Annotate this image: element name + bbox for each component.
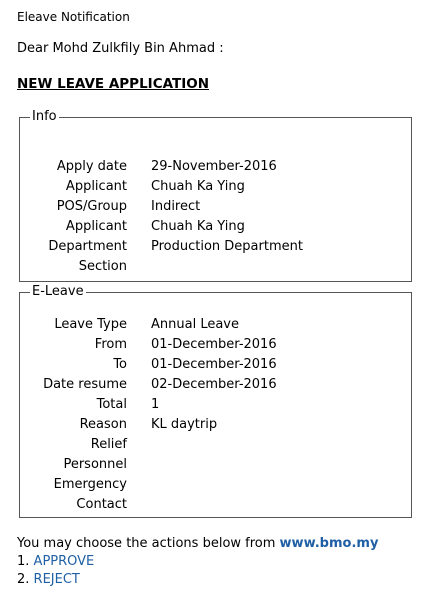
row-label: Date resume <box>43 377 127 392</box>
site-link[interactable]: www.bmo.my <box>279 536 379 551</box>
action-item-approve <box>17 553 378 571</box>
eleave-row-contact <box>20 495 411 515</box>
footer-intro: You may choose the actions below from <box>17 536 280 551</box>
eleave-row-reason <box>20 415 411 435</box>
row-label: POS/Group <box>56 199 127 214</box>
eleave-row-relief <box>20 435 411 455</box>
row-label: Reason <box>79 417 127 432</box>
reject-link[interactable]: REJECT <box>33 572 80 587</box>
row-label: Total <box>96 397 127 412</box>
eleave-row-date-resume <box>20 375 411 395</box>
info-row-department <box>20 237 411 257</box>
row-value: Indirect <box>151 199 201 214</box>
row-label: Personnel <box>63 457 127 472</box>
row-value: Production Department <box>151 239 303 254</box>
approve-link[interactable]: APPROVE <box>33 554 95 569</box>
footer-actions <box>17 535 378 589</box>
row-label: Department <box>48 239 127 254</box>
info-row-pos-group <box>20 197 411 217</box>
eleave-row-leave-type <box>20 315 411 335</box>
row-label: From <box>94 337 127 352</box>
page-heading: NEW LEAVE APPLICATION <box>17 76 210 92</box>
greeting: Dear Mohd Zulkfily Bin Ahmad : <box>17 41 224 56</box>
eleave-rows <box>20 315 411 515</box>
eleave-row-to <box>20 355 411 375</box>
row-label: Emergency <box>53 477 127 492</box>
eleave-row-personnel <box>20 455 411 475</box>
row-label: Apply date <box>56 159 127 174</box>
info-section <box>19 109 412 282</box>
action-item-reject <box>17 571 378 589</box>
eleave-row-total <box>20 395 411 415</box>
row-value: 1 <box>151 397 160 412</box>
info-row-apply-date <box>20 157 411 177</box>
row-label: Relief <box>90 437 127 452</box>
eleave-legend: E-Leave <box>32 284 84 299</box>
row-value: 29-November-2016 <box>151 159 277 174</box>
row-label: Section <box>78 259 127 274</box>
info-row-applicant <box>20 177 411 197</box>
row-value: 02-December-2016 <box>151 377 277 392</box>
action-number: 1. <box>17 554 34 569</box>
eleave-row-from <box>20 335 411 355</box>
eleave-section <box>19 284 412 518</box>
footer-intro-line <box>17 535 378 553</box>
action-number: 2. <box>17 572 34 587</box>
eleave-row-emergency <box>20 475 411 495</box>
info-row-applicant-2 <box>20 217 411 237</box>
row-label: Applicant <box>65 179 127 194</box>
row-label: Contact <box>76 497 127 512</box>
info-row-section <box>20 257 411 277</box>
row-label: To <box>113 357 127 372</box>
row-label: Leave Type <box>54 317 127 332</box>
row-value: 01-December-2016 <box>151 337 277 352</box>
row-value: Chuah Ka Ying <box>151 179 245 194</box>
row-value: 01-December-2016 <box>151 357 277 372</box>
info-legend: Info <box>32 109 57 124</box>
info-rows <box>20 157 411 277</box>
row-value: Annual Leave <box>151 317 239 332</box>
row-value: Chuah Ka Ying <box>151 219 245 234</box>
row-label: Applicant <box>65 219 127 234</box>
notification-title: Eleave Notification <box>17 10 130 24</box>
row-value: KL daytrip <box>151 417 218 432</box>
